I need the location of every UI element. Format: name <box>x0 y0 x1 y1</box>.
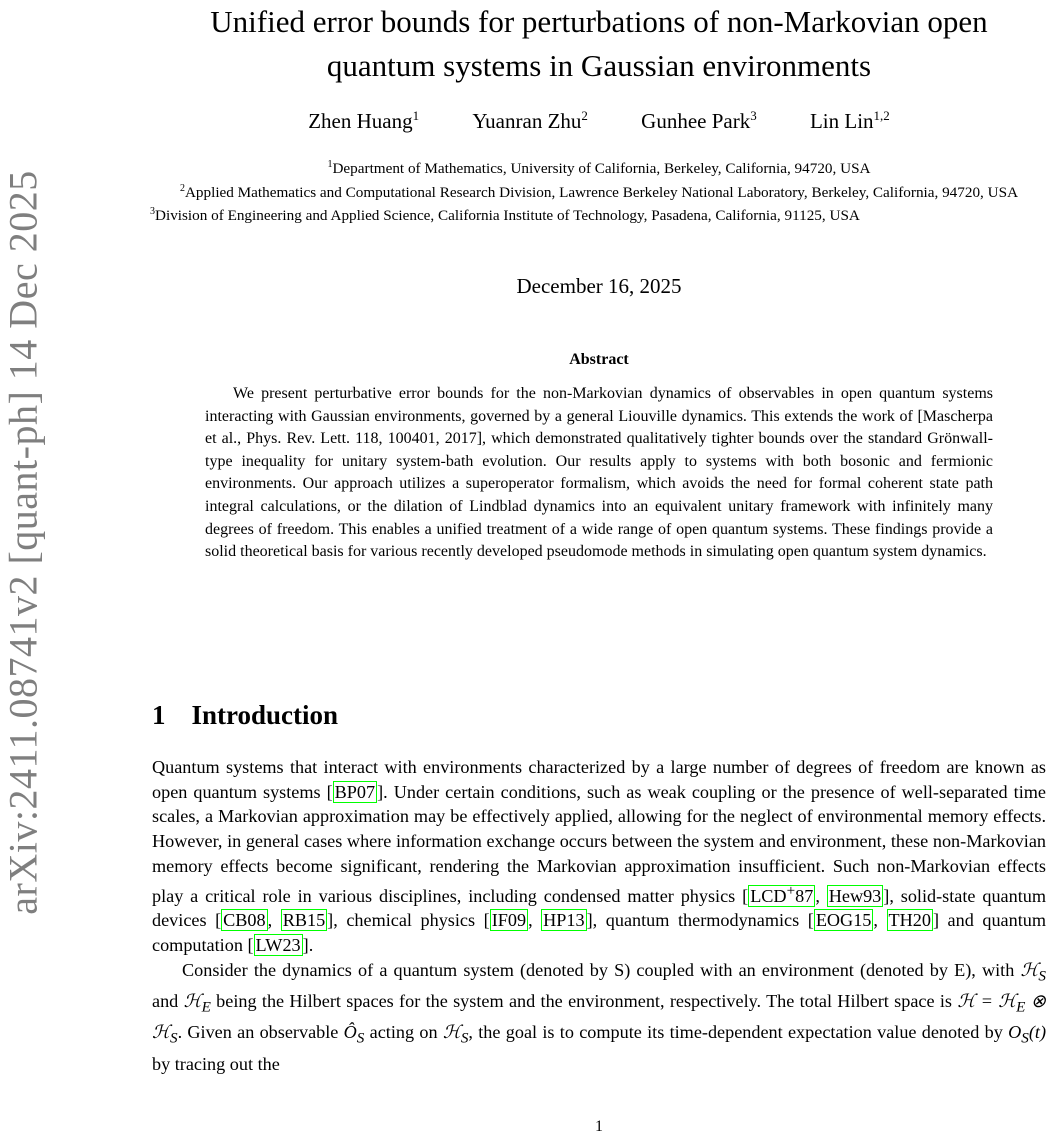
text-run: being the Hilbert spaces for the system and the environment, respectively. The total Hilbert space is <box>210 991 958 1012</box>
author-1 <box>308 109 419 133</box>
affiliation-3 <box>150 202 1047 226</box>
math-symbol: (t) <box>1028 1022 1046 1043</box>
affiliation-text: Division of Engineering and Applied Science, California Institute of Technology, Pasadena, California, 91125, USA <box>155 207 860 225</box>
citation-link[interactable]: EOG15 <box>815 910 872 931</box>
author-name: Lin Lin <box>809 109 874 133</box>
citation-link[interactable]: HP13 <box>543 910 585 931</box>
text-run: , the goal is to compute its time-dependent expectation value denoted by <box>468 1022 1009 1043</box>
title-line-1: Unified error bounds for perturbations of non-Markovian open <box>210 4 988 39</box>
text-run: , solid-state quantum devices <box>152 885 1047 931</box>
abstract-heading: Abstract <box>569 351 629 368</box>
paper-title <box>150 0 1047 88</box>
citation-link[interactable] <box>748 881 815 907</box>
abstract-text: We present perturbative error bounds for the non-Markovian dynamics of observables in open quantum systems interacting with Gaussian environments, governed by a general Liouville dynamics. This extends the work of [Mascherpa et al., Phys. Rev. Lett. 118, 100401, 2017], which demonstrated qualitatively tighter bounds over the standard Grönwall-type inequality for unitary system-bath evolution. Our results apply to systems with both bosonic and fermionic environments. Our approach utilizes a superoperator formalism, which avoids the need for formal coherent state path integral calculations, or the dilation of Lindblad dynamics into an equivalent unitary framework with infinitely many degrees of freedom. This enables a unified treatment of a wide range of open quantum systems. These findings provide a solid theoretical basis for various recently developed pseudomode methods in simulating open quantum system dynamics. <box>205 385 993 561</box>
math-sub: S <box>460 1030 469 1048</box>
title-line-2: quantum systems in Gaussian environments <box>326 48 872 83</box>
arxiv-sidebar-stamp <box>2 155 44 930</box>
affiliation-1 <box>150 155 1047 179</box>
citation-link[interactable]: LW23 <box>255 934 301 955</box>
citation-link[interactable]: BP07 <box>334 781 376 802</box>
math-symbol: ℋ <box>183 991 202 1012</box>
citation-link[interactable]: CB08 <box>223 910 266 931</box>
math-symbol: O <box>1008 1022 1022 1043</box>
author-list <box>150 108 1047 134</box>
author-name: Yuanran Zhu <box>472 109 582 133</box>
math-observable <box>343 1022 365 1048</box>
math-sub: E <box>201 998 211 1016</box>
affiliation-list <box>150 155 1047 226</box>
citation-link[interactable]: Hew93 <box>828 885 882 906</box>
page-number: 1 <box>595 1118 603 1135</box>
publication-date: December 16, 2025 <box>516 274 682 298</box>
affiliation-sup: 2 <box>179 182 185 194</box>
text-run: by tracing out the <box>152 1053 280 1074</box>
affiliation-text: Applied Mathematics and Computational Research Division, Lawrence Berkeley National Laboratory, Berkeley, California, 94720, USA <box>184 183 1019 201</box>
text-run: . Given an observable <box>177 1022 344 1043</box>
author-2 <box>472 109 588 133</box>
author-affil-sup: 2 <box>581 108 588 123</box>
math-sub: E <box>1016 998 1026 1016</box>
math-symbol: ℋ <box>442 1022 461 1043</box>
math-sub: S <box>1038 967 1046 985</box>
citation-key-tail: 87 <box>795 885 814 906</box>
citation-key: LCD <box>750 885 787 906</box>
author-affil-sup: 1,2 <box>873 108 890 123</box>
math-symbol: ⊗ ℋ <box>152 991 1046 1043</box>
math-expectation <box>1008 1022 1046 1048</box>
intro-paragraph-2 <box>152 958 1046 1077</box>
math-sub: S <box>356 1030 365 1048</box>
introduction-body <box>152 755 1046 1076</box>
section-title: Introduction <box>191 700 339 730</box>
math-symbol: Ô <box>343 1022 357 1043</box>
author-3 <box>641 109 757 133</box>
math-symbol: ℋ <box>1020 959 1039 980</box>
text-run: Quantum systems that interact with environments characterized by a large number of degrees of freedom are known as open quantum systems <box>152 757 1046 802</box>
author-name: Zhen Huang <box>308 109 413 133</box>
affiliation-2 <box>150 179 1047 203</box>
arxiv-stamp-text: arXiv:2411.08741v2 [quant-ph] 14 Dec 2025 <box>0 170 46 915</box>
affiliation-sup: 1 <box>327 159 333 170</box>
text-run: Consider the dynamics of a quantum system (denoted by S) coupled with an environment (denoted by E), with <box>182 959 1021 980</box>
citation-link[interactable]: RB15 <box>282 910 326 931</box>
citation-link[interactable]: TH20 <box>888 910 931 931</box>
text-run: and <box>152 991 184 1012</box>
author-affil-sup: 3 <box>750 108 757 123</box>
text-run: , quantum thermodynamics <box>592 910 808 931</box>
section-heading-introduction <box>152 700 338 731</box>
text-run: , chemical physics <box>333 910 484 931</box>
affiliation-sup: 3 <box>150 206 155 218</box>
intro-paragraph-1: Quantum systems that interact with environments characterized by a large number of degrees of freedom are known as open quantum systems [ BP07 ]. Under certain conditions, such as weak coupling or the presence of well-separated time scales, a Markovian approximation may be effectively applied, allowing for the neglect of environmental memory effects. However, in general cases where information exchange occurs between the system and environment, these non-Markovian memory effects become significant, rendering the Markovian approximation insufficient. Such non-Markovian effects play a critical role in various disciplines, including condensed matter physics [ LCD+87 , Hew93 ], solid-state quantum devices [ CB08 , RB15 ], chemical physics [ IF09 , HP13 ], quantum thermodynamics [ EOG15 , TH20 ] and quantum computation [ LW23 ]. <box>152 757 1047 955</box>
author-name: Gunhee Park <box>641 109 751 133</box>
text-run: . <box>308 934 314 955</box>
citation-link[interactable]: IF09 <box>491 910 527 931</box>
text-run: and quantum computation <box>152 910 1047 955</box>
math-hilbert-env <box>183 991 211 1016</box>
author-4 <box>810 109 890 133</box>
section-number: 1 <box>152 700 166 730</box>
math-hilbert-system-2 <box>442 1022 469 1048</box>
citation-sup: + <box>786 881 796 899</box>
text-run: acting on <box>364 1022 443 1043</box>
text-run: . Under certain conditions, such as weak coupling or the presence of well-separated time scales, a Markovian approximation may be effectively applied, allowing for the neglect of environmental memory effects. However, in general cases where information exchange occurs between the system and environment, these non-Markovian memory effects become significant, rendering the Markovian approximation insufficient. Such non-Markovian effects play a critical role in various disciplines, including condensed matter physics <box>152 781 1046 906</box>
math-symbol: ℋ = ℋ <box>957 991 1017 1012</box>
affiliation-text: Department of Mathematics, University of California, Berkeley, California, 94720, USA <box>332 160 871 178</box>
author-affil-sup: 1 <box>412 108 420 123</box>
math-sub: S <box>169 1030 178 1048</box>
math-hilbert-system <box>1020 959 1046 985</box>
math-sub: S <box>1021 1030 1029 1048</box>
